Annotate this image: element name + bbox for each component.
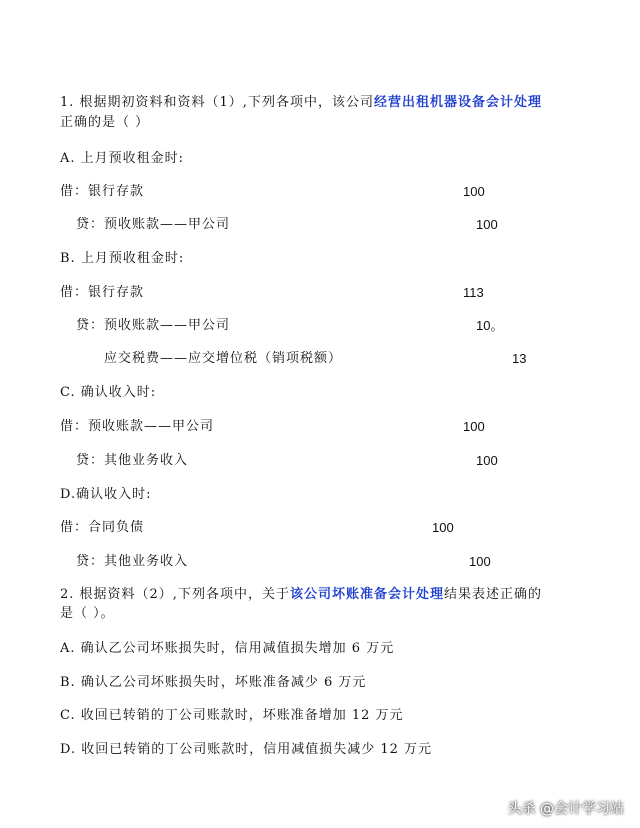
q1-b-credit1-amount: 10。 [476, 318, 504, 333]
q1-a-debit-amount: 100 [463, 184, 485, 199]
q2-option-c: C. 收回已转销的丁公司账款时，坏账准备增加 12 万元 [60, 708, 404, 723]
q1-b-debit-text: 借：银行存款 [60, 285, 145, 300]
q1-option-a-title: A. 上月预收租金时: [60, 151, 185, 166]
q2-option-b: B. 确认乙公司坏账损失时，坏账准备减少 6 万元 [60, 675, 367, 690]
q2-stem-line2: 是（ ）。 [60, 606, 115, 621]
q1-b-debit-amount: 113 [463, 285, 484, 300]
q2-stem-suffix: 结果表述正确的 [443, 587, 542, 602]
watermark: 头杀 @会计学习站 [507, 801, 624, 817]
q1-stem-highlight: 经营出租机器设备会计处理 [373, 95, 542, 110]
q2-option-d: D. 收回已转销的丁公司账款时，信用减值损失减少 12 万元 [60, 742, 433, 757]
q1-d-debit-amount: 100 [432, 520, 454, 535]
q1-stem-line2: 正确的是（ ） [60, 115, 150, 130]
q1-c-debit-text: 借：预收账款——甲公司 [60, 419, 215, 434]
q1-b-credit2-text: 应交税费——应交增位税（销项税额） [104, 351, 343, 366]
q1-a-debit-text: 借：银行存款 [60, 184, 145, 199]
q1-option-c-title: C. 确认收入时: [60, 385, 157, 400]
q1-d-credit-text: 贷：其他业务收入 [76, 554, 189, 569]
q1-option-d-title: D.确认收入时: [60, 487, 152, 502]
q1-c-credit-amount: 100 [476, 453, 498, 468]
q1-stem-line1 [60, 94, 542, 112]
q1-option-b-title: B. 上月预收租金时: [60, 251, 185, 266]
q2-stem-line1 [60, 586, 542, 604]
q1-a-credit-amount: 100 [476, 217, 498, 232]
q1-d-credit-amount: 100 [469, 554, 491, 569]
q2-stem-highlight: 该公司坏账准备会计处理 [289, 587, 444, 602]
q1-d-debit-text: 借：合同负债 [60, 520, 145, 535]
q2-stem-prefix: 2. 根据资料（2）,下列各项中，关于 [60, 587, 290, 602]
q1-stem-prefix: 1. 根据期初资料和资料（1）,下列各项中，该公司 [60, 95, 374, 110]
q1-b-credit2-amount: 13 [512, 351, 527, 366]
q1-a-credit-text: 贷：预收账款——甲公司 [76, 217, 231, 232]
q2-option-a: A. 确认乙公司坏账损失时，信用减值损失增加 6 万元 [60, 641, 395, 656]
q1-b-credit1-text: 贷：预收账款——甲公司 [76, 318, 231, 333]
q1-c-debit-amount: 100 [463, 419, 485, 434]
q1-c-credit-text: 贷：其他业务收入 [76, 453, 189, 468]
